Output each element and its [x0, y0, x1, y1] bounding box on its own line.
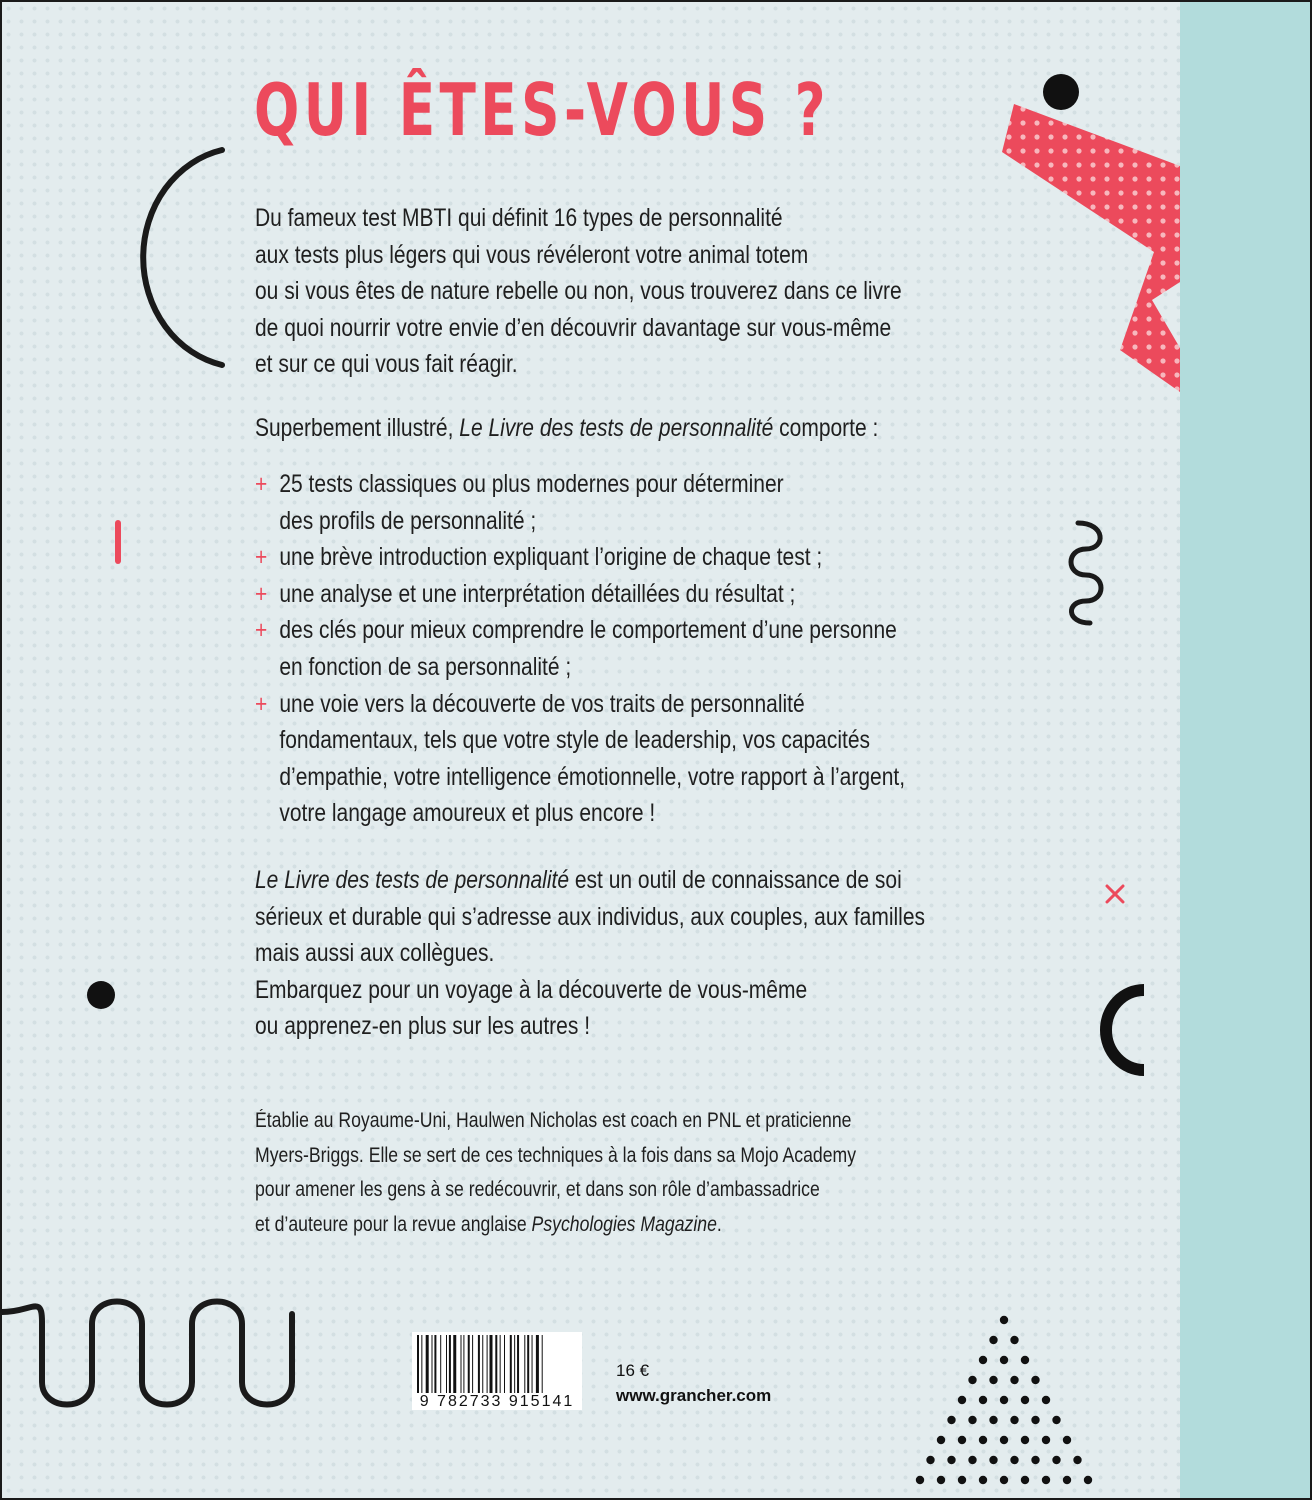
- dot-triangle-decoration: [897, 1312, 1112, 1500]
- closing-line: [255, 862, 925, 899]
- barcode-bar: [542, 1335, 543, 1393]
- triangle-dot: [937, 1436, 945, 1444]
- plus-bullet-icon: +: [255, 579, 268, 608]
- barcode-bar: [510, 1335, 512, 1393]
- list-item-line: en fonction de sa personnalité ;: [279, 652, 572, 681]
- bio-last-prefix: et d’auteure pour la revue anglaise: [255, 1212, 532, 1236]
- list-item-line: fondamentaux, tels que votre style de leadership, vos capacités: [279, 726, 871, 755]
- barcode-bar: [432, 1335, 433, 1393]
- intro-line: aux tests plus légers qui vous révéleront votre animal totem: [255, 240, 809, 269]
- triangle-dot: [916, 1476, 924, 1484]
- triangle-dot: [1021, 1356, 1029, 1364]
- bio-line: Établie au Royaume-Uni, Haulwen Nicholas est coach en PNL et praticienne: [255, 1109, 852, 1132]
- triangle-dot: [989, 1416, 997, 1424]
- triangle-dot: [1000, 1316, 1008, 1324]
- triangle-dot: [1010, 1416, 1018, 1424]
- barcode-bar: [426, 1335, 429, 1393]
- spine-strip: [1180, 2, 1312, 1500]
- triangle-dot: [1052, 1456, 1060, 1464]
- book-title-italic: Le Livre des tests de personnalité: [255, 866, 570, 894]
- barcode-bar: [472, 1335, 473, 1393]
- triangle-dot: [958, 1396, 966, 1404]
- closing-line: ou apprenez-en plus sur les autres !: [255, 1012, 591, 1041]
- bio-line: [255, 1208, 856, 1243]
- list-item-line: des clés pour mieux comprendre le comportement d’une personne: [279, 616, 897, 645]
- triangle-dot: [1000, 1396, 1008, 1404]
- barcode-bar: [517, 1335, 519, 1393]
- list-item: [255, 612, 905, 685]
- barcode-bar: [453, 1335, 456, 1393]
- barcode-bar: [478, 1335, 480, 1393]
- triangle-dot: [926, 1456, 934, 1464]
- triangle-dot: [968, 1456, 976, 1464]
- striped-band-decoration: [1002, 102, 1182, 392]
- intro-line: et sur ce qui vous fait réagir.: [255, 350, 518, 379]
- triangle-dot: [1031, 1376, 1039, 1384]
- intro-paragraph: [255, 200, 902, 383]
- triangle-dot: [979, 1396, 987, 1404]
- list-item-line: 25 tests classiques ou plus modernes pour déterminer: [279, 470, 784, 498]
- triangle-dot: [968, 1376, 976, 1384]
- closing-line1-suffix: est un outil de connaissance de soi: [569, 866, 902, 894]
- triangle-dot: [989, 1376, 997, 1384]
- triangle-dot: [1073, 1456, 1081, 1464]
- intro-line: de quoi nourrir votre envie d’en découvrir davantage sur vous-même: [255, 313, 892, 342]
- barcode-bar: [421, 1335, 422, 1393]
- barcode-bar: [461, 1335, 462, 1393]
- half-ring-decoration: [1100, 982, 1152, 1078]
- summary-prefix: Superbement illustré,: [255, 414, 460, 442]
- barcode-bar: [482, 1335, 483, 1393]
- cover-title: QUI ÊTES-VOUS ?: [254, 68, 830, 152]
- barcode-bar: [524, 1335, 525, 1393]
- intro-line: ou si vous êtes de nature rebelle ou non, vous trouverez dans ce livre: [255, 277, 902, 306]
- author-bio: [255, 1104, 856, 1242]
- wave-line-decoration: [2, 1284, 312, 1424]
- barcode-bar: [527, 1335, 529, 1393]
- barcode-bar: [490, 1335, 493, 1393]
- triangle-dot: [1010, 1376, 1018, 1384]
- triangle-dot: [958, 1476, 966, 1484]
- summary-line: [255, 412, 878, 444]
- triangle-dot: [1031, 1416, 1039, 1424]
- triangle-dot: [947, 1416, 955, 1424]
- barcode-bar: [440, 1335, 441, 1393]
- barcode-bars: [415, 1335, 579, 1393]
- list-item-line: une analyse et une interprétation détaillées du résultat ;: [279, 579, 796, 608]
- small-dot-decoration: [87, 981, 115, 1009]
- price-label: 16 €: [616, 1361, 650, 1380]
- list-item: [255, 686, 905, 832]
- barcode-bar: [504, 1335, 505, 1393]
- triangle-dot: [1042, 1436, 1050, 1444]
- triangle-dot: [1063, 1476, 1071, 1484]
- closing-line: mais aussi aux collègues.: [255, 939, 495, 968]
- plus-bullet-icon: +: [255, 689, 268, 718]
- list-item-line: une voie vers la découverte de vos traits de personnalité: [279, 689, 805, 718]
- triangle-dot: [979, 1356, 987, 1364]
- triangle-dot: [1010, 1336, 1018, 1344]
- barcode-bar: [495, 1335, 497, 1393]
- arc-decoration: [130, 140, 230, 380]
- triangle-dot: [989, 1456, 997, 1464]
- summary-suffix: comporte :: [773, 414, 879, 442]
- short-bar-decoration: [115, 520, 121, 564]
- barcode-bar: [449, 1335, 451, 1393]
- bio-line: pour amener les gens à se redécouvrir, et dans son rôle d’ambassadrice: [255, 1178, 820, 1201]
- list-item-line: votre langage amoureux et plus encore !: [279, 799, 656, 828]
- triangle-dot: [947, 1456, 955, 1464]
- triangle-dot: [968, 1416, 976, 1424]
- triangle-dot: [1031, 1456, 1039, 1464]
- triangle-dot: [1042, 1476, 1050, 1484]
- triangle-dot: [1000, 1356, 1008, 1364]
- plus-bullet-icon: +: [255, 616, 268, 645]
- barcode-bar: [434, 1335, 436, 1393]
- triangle-dot: [1000, 1476, 1008, 1484]
- closing-paragraph: [255, 862, 925, 1045]
- plus-bullet-icon: +: [255, 543, 268, 572]
- intro-line: Du fameux test MBTI qui définit 16 types de personnalité: [255, 204, 783, 232]
- triangle-dot: [1021, 1396, 1029, 1404]
- barcode-bar: [532, 1335, 533, 1393]
- squiggle-decoration: [1068, 517, 1104, 629]
- cross-decoration: [1104, 883, 1126, 905]
- closing-line: Embarquez pour un voyage à la découverte de vous-même: [255, 975, 808, 1004]
- list-item-line: une brève introduction expliquant l’origine de chaque test ;: [279, 543, 823, 572]
- barcode-bar: [446, 1335, 447, 1393]
- triangle-dot: [1042, 1396, 1050, 1404]
- barcode-bar: [487, 1335, 488, 1393]
- bio-line: Myers-Briggs. Elle se sert de ces techniques à la fois dans sa Mojo Academy: [255, 1143, 857, 1167]
- triangle-dot: [1084, 1476, 1092, 1484]
- triangle-dot: [1021, 1436, 1029, 1444]
- barcode-bar: [468, 1335, 470, 1393]
- triangle-dot: [937, 1476, 945, 1484]
- closing-line: sérieux et durable qui s’adresse aux individus, aux couples, aux familles: [255, 902, 926, 931]
- barcode-bar: [500, 1335, 501, 1393]
- barcode-bar: [463, 1335, 464, 1393]
- triangle-dot: [979, 1476, 987, 1484]
- triangle-dot: [1021, 1476, 1029, 1484]
- triangle-dot: [1052, 1416, 1060, 1424]
- list-item: [255, 466, 905, 539]
- barcode-bar: [536, 1335, 539, 1393]
- plus-bullet-icon: +: [255, 470, 268, 498]
- triangle-dot: [1000, 1436, 1008, 1444]
- barcode-bar: [514, 1335, 515, 1393]
- triangle-dot: [958, 1436, 966, 1444]
- bio-last-suffix: .: [716, 1212, 722, 1236]
- publisher-website: www.grancher.com: [616, 1386, 772, 1405]
- list-item-line: des profils de personnalité ;: [279, 506, 537, 535]
- book-title-italic: Le Livre des tests de personnalité: [459, 414, 774, 442]
- triangle-dot: [989, 1336, 997, 1344]
- triangle-dot: [979, 1436, 987, 1444]
- triangle-dot: [1063, 1436, 1071, 1444]
- list-item: [255, 539, 905, 576]
- isbn-number: 9 782733 915141: [419, 1393, 575, 1410]
- features-list: [255, 466, 905, 832]
- barcode-bar: [417, 1335, 419, 1393]
- magazine-name: Psychologies Magazine: [531, 1212, 717, 1236]
- list-item: [255, 576, 905, 613]
- list-item-line: d’empathie, votre intelligence émotionnelle, votre rapport à l’argent,: [279, 762, 906, 791]
- triangle-dot: [1010, 1456, 1018, 1464]
